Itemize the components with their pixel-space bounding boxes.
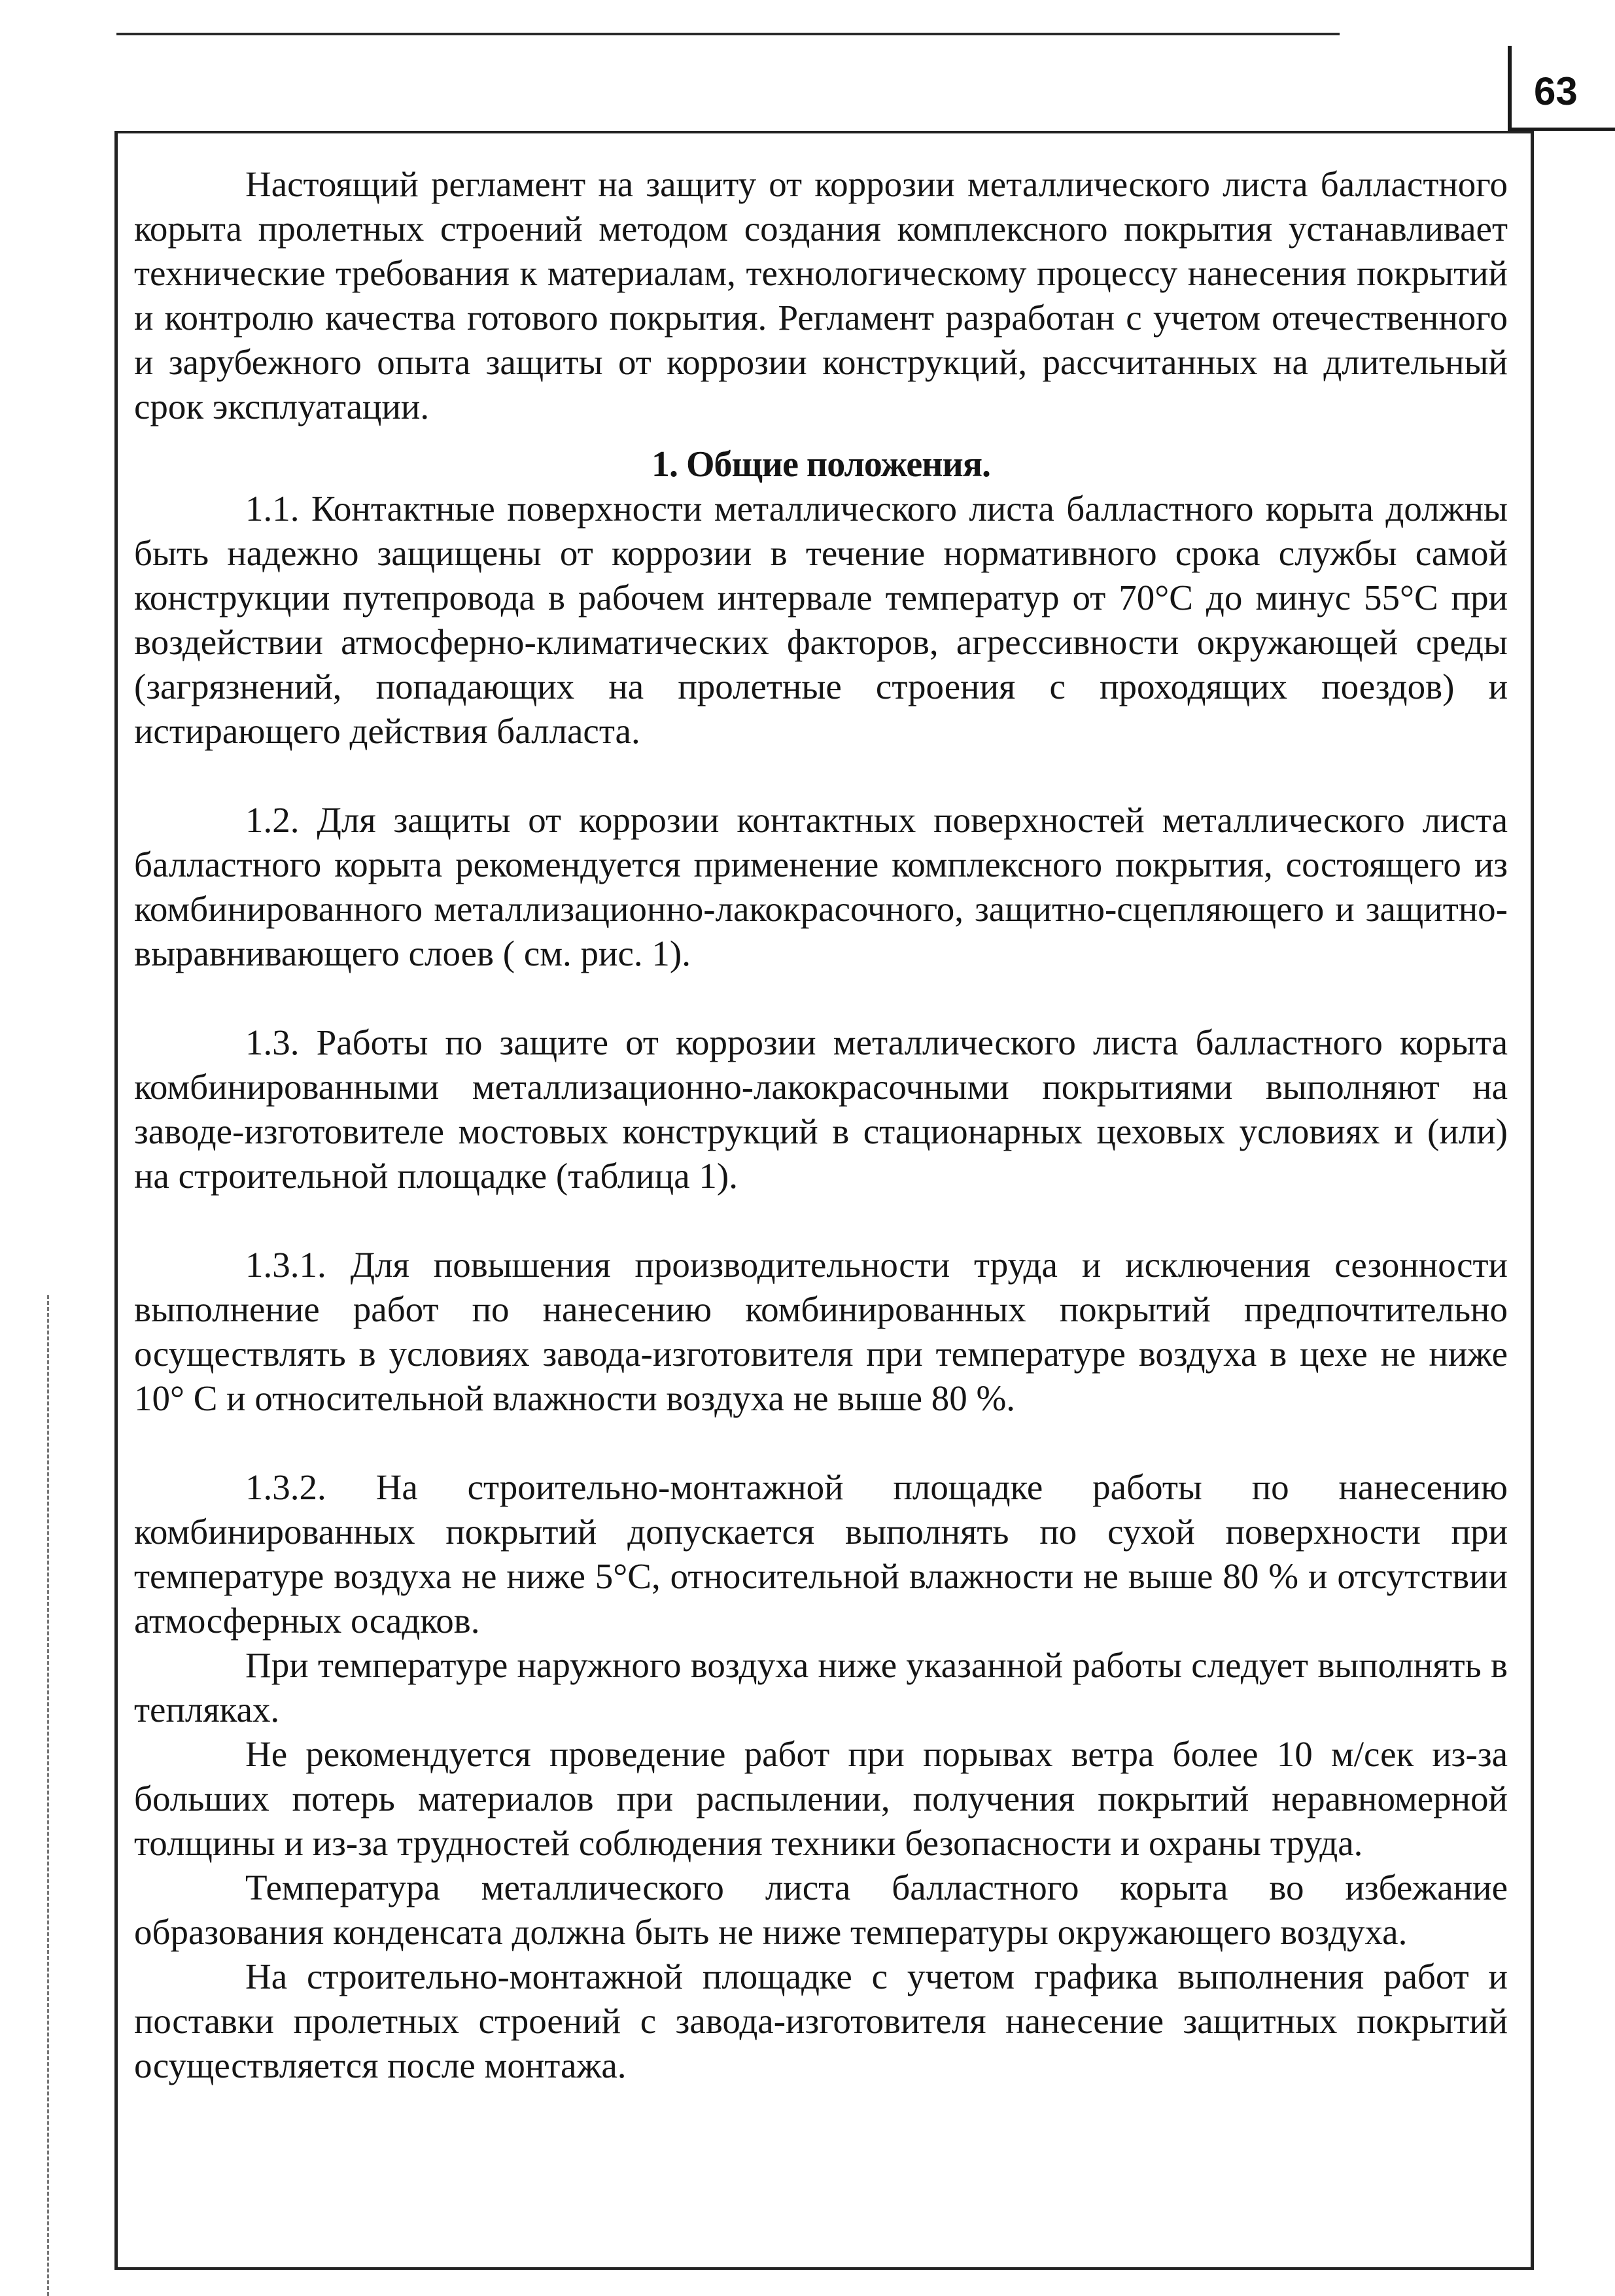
intro-paragraph: Настоящий регламент на защиту от коррозии металлического листа балластного корыта пролетных строений методом создания комплексного покрытия устанавливает технические требования к материалам, технологическому процессу нанесения покрытий и контролю качества готового покрытия. Регламент разработан с учетом отечественного и зарубежного опыта защиты от коррозии конструкций, рассчитанных на длительный срок эксплуатации. (134, 164, 1508, 426)
paragraph-temperatura: Температура металлического листа балластного корыта во избежание образования конденсата должна быть не ниже температуры окружающего воздуха. (134, 1868, 1508, 1952)
section-title: 1. Общие положения. (651, 444, 991, 485)
paragraph-1-2: 1.2. Для защиты от коррозии контактных поверхностей металлического листа балластного корыта рекомендуется применение комплексного покрытия, состоящего из комбинированного металлизационно-лакокрасочного, защитно-сцепляющего и защитно-выравнивающего слоев ( см. рис. 1). (134, 800, 1508, 973)
paragraph-1-3: 1.3. Работы по защите от коррозии металлического листа балластного корыта комбинированными металлизационно-лакокрасочными покрытиями выполняют на заводе-изготовителе мостовых конструкций в стационарных цеховых условиях и (или) на строительной площадке (таблица 1). (134, 1022, 1508, 1196)
paragraph-1-1: 1.1. Контактные поверхности металлического листа балластного корыта должны быть надежно защищены от коррозии в течение нормативного срока службы самой конструкции путепровода в рабочем интервале температур от 70°C до минус 55°C при воздействии атмосферно-климатических факторов, агрессивности окружающей среды (загрязнений, попадающих на пролетные строения с проходящих поездов) и истирающего действия балласта. (134, 489, 1508, 751)
paragraph-1-3-2: 1.3.2. На строительно-монтажной площадке работы по нанесению комбинированных покрытий допускается выполнять по сухой поверхности при температуре воздуха не ниже 5°C, относительной влажности не выше 80 % и отсутствии атмосферных осадков. (134, 1467, 1508, 1641)
paragraph-veter: Не рекомендуется проведение работ при порывах ветра более 10 м/сек из-за больших потерь материалов при распылении, получения покрытий неравномерной толщины и из-за трудностей соблюдения техники безопасности и охраны труда. (134, 1734, 1508, 1863)
scan-left-edge (47, 1295, 49, 2296)
page-number: 63 (1534, 69, 1578, 113)
paragraph-1-3-1: 1.3.1. Для повышения производительности труда и исключения сезонности выполнение работ по нанесению комбинированных покрытий предпочтительно осуществлять в условиях завода-изготовителя при температуре воздуха в цехе не ниже 10° С и относительной влажности воздуха не выше 80 %. (134, 1245, 1508, 1418)
top-rule (116, 33, 1340, 35)
paragraph-montazh: На строительно-монтажной площадке с учетом графика выполнения работ и поставки пролетных строений с завода-изготовителя нанесение защитных покрытий осуществляется после монтажа. (134, 1957, 1508, 2085)
document-body (134, 162, 1508, 2088)
paragraph-teplyaki: При температуре наружного воздуха ниже указанной работы следует выполнять в тепляках. (134, 1645, 1508, 1730)
